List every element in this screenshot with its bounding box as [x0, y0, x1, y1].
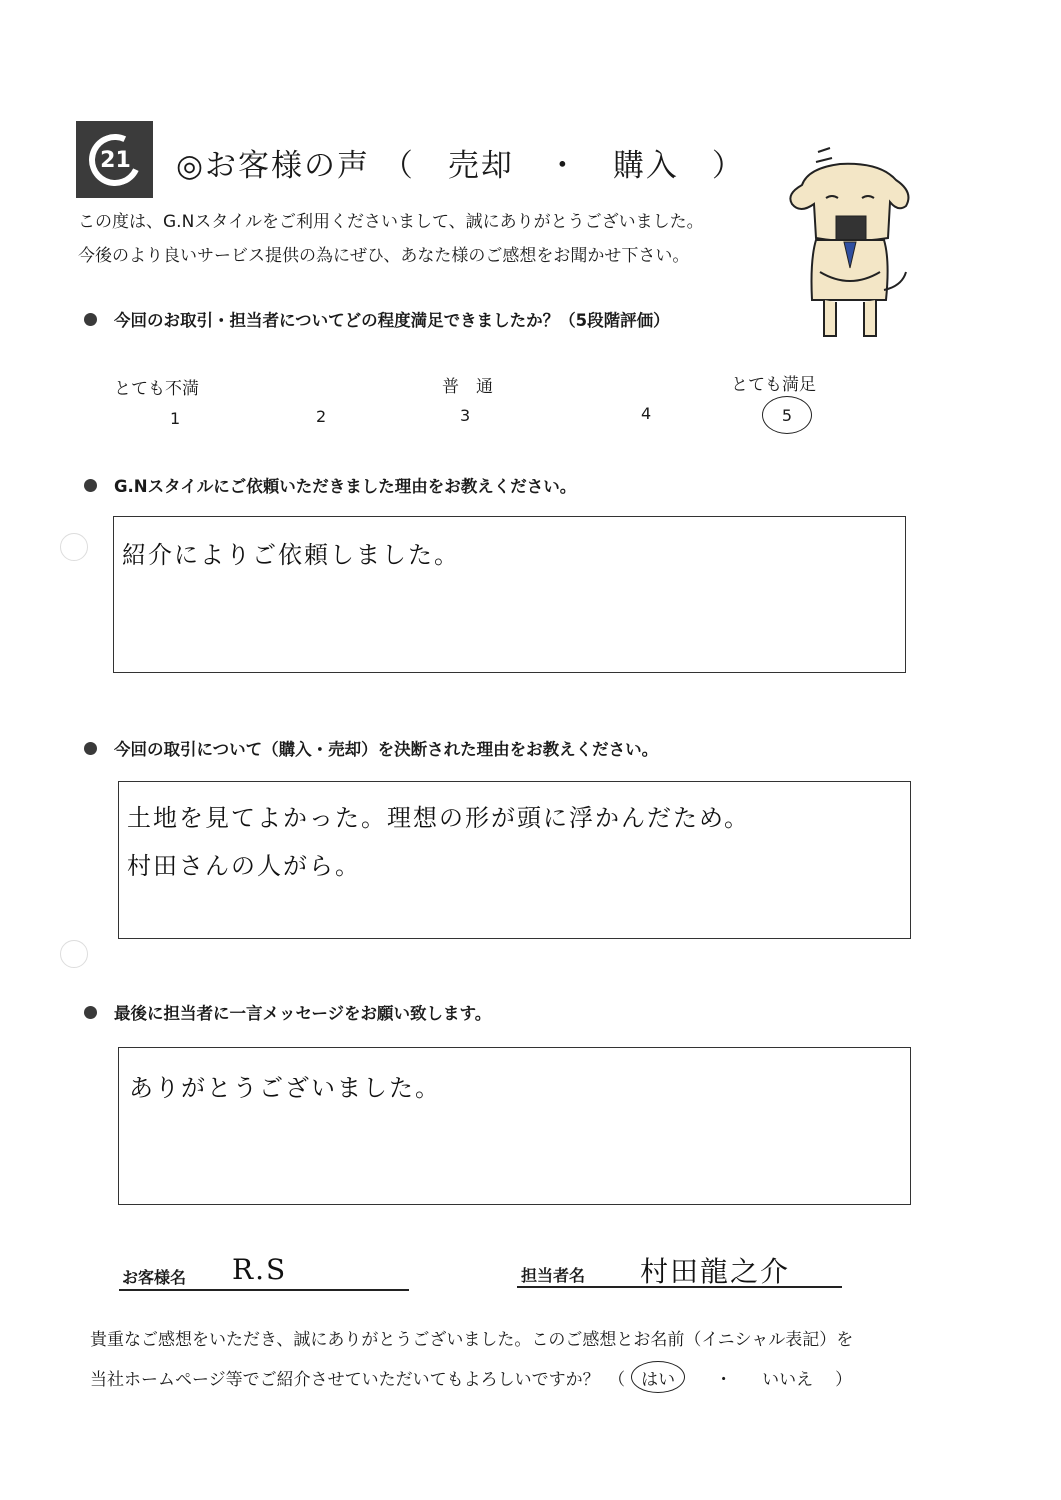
logo-ring-icon [81, 126, 148, 193]
dog-mascot-icon [780, 140, 920, 350]
scale-label-high: とても満足 [731, 375, 816, 395]
question-1 [84, 307, 670, 331]
rating-option-4[interactable]: 4 [641, 404, 652, 423]
question-3-text: 今回の取引について（購入・売却）を決断された理由をお教えください。 [114, 740, 659, 759]
consent-separator: ・ [715, 1369, 733, 1390]
rating-option-2[interactable]: 2 [316, 407, 327, 426]
scale-label-low: とても不満 [114, 379, 199, 399]
question-3 [84, 736, 658, 760]
staff-name-line [517, 1286, 842, 1288]
rating-selected-value: 5 [781, 405, 793, 425]
rating-option-1[interactable]: 1 [170, 409, 181, 428]
logo-text: 21 [99, 147, 130, 172]
rating-option-3[interactable]: 3 [460, 406, 471, 425]
customer-name-line [119, 1289, 409, 1291]
punch-hole-bottom [60, 940, 88, 968]
intro-line-2: 今後のより良いサービス提供の為にぜひ、あなた様のご感想をお聞かせ下さい。 [78, 246, 690, 266]
bullet-icon [84, 313, 97, 326]
consent-yes-label: はい [641, 1369, 676, 1390]
intro-line-1: この度は、G.Nスタイルをご利用くださいまして、誠にありがとうございました。 [78, 212, 704, 232]
customer-name-value: R.S [232, 1253, 288, 1286]
bullet-icon [84, 1006, 97, 1019]
staff-name-value: 村田龍之介 [640, 1255, 791, 1288]
page-title: ◎お客様の声 （ 売却 ・ 購入 ） [176, 148, 745, 184]
answer-3-line-2: 村田さんの人がら。 [127, 852, 361, 880]
footer-question: 当社ホームページ等でご紹介させていただいてもよろしいですか？ （ [90, 1369, 626, 1390]
answer-box-3[interactable] [118, 781, 911, 939]
customer-name-label: お客様名 [122, 1268, 187, 1287]
consent-close-paren: ） [835, 1369, 853, 1390]
c21-logo [76, 121, 153, 198]
question-2-text: G.Nスタイルにご依頼いただきました理由をお教えください。 [114, 477, 577, 496]
question-4 [84, 1000, 491, 1024]
footer-line-1: 貴重なご感想をいただき、誠にありがとうございました。このご感想とお名前（イニシャル表記）を [90, 1330, 854, 1350]
question-1-text: 今回のお取引・担当者についてどの程度満足できましたか？（5段階評価） [114, 311, 670, 330]
footer-line-2 [90, 1361, 852, 1393]
bullet-icon [84, 742, 97, 755]
answer-3-line-1: 土地を見てよかった。理想の形が頭に浮かんだため。 [127, 804, 751, 832]
consent-yes-option[interactable] [631, 1361, 685, 1393]
staff-name-label: 担当者名 [521, 1266, 586, 1285]
rating-option-5-selected[interactable] [762, 396, 812, 434]
answer-2-text: 紹介によりご依頼しました。 [122, 541, 460, 569]
question-4-text: 最後に担当者に一言メッセージをお願い致します。 [114, 1004, 492, 1023]
bullet-icon [84, 479, 97, 492]
consent-no-option[interactable]: いいえ [762, 1369, 814, 1390]
question-2 [84, 473, 576, 497]
scale-label-mid: 普 通 [442, 377, 493, 397]
answer-4-text: ありがとうございました。 [129, 1074, 441, 1102]
answer-box-2[interactable] [113, 516, 906, 673]
answer-box-4[interactable] [118, 1047, 911, 1205]
punch-hole-top [60, 533, 88, 561]
